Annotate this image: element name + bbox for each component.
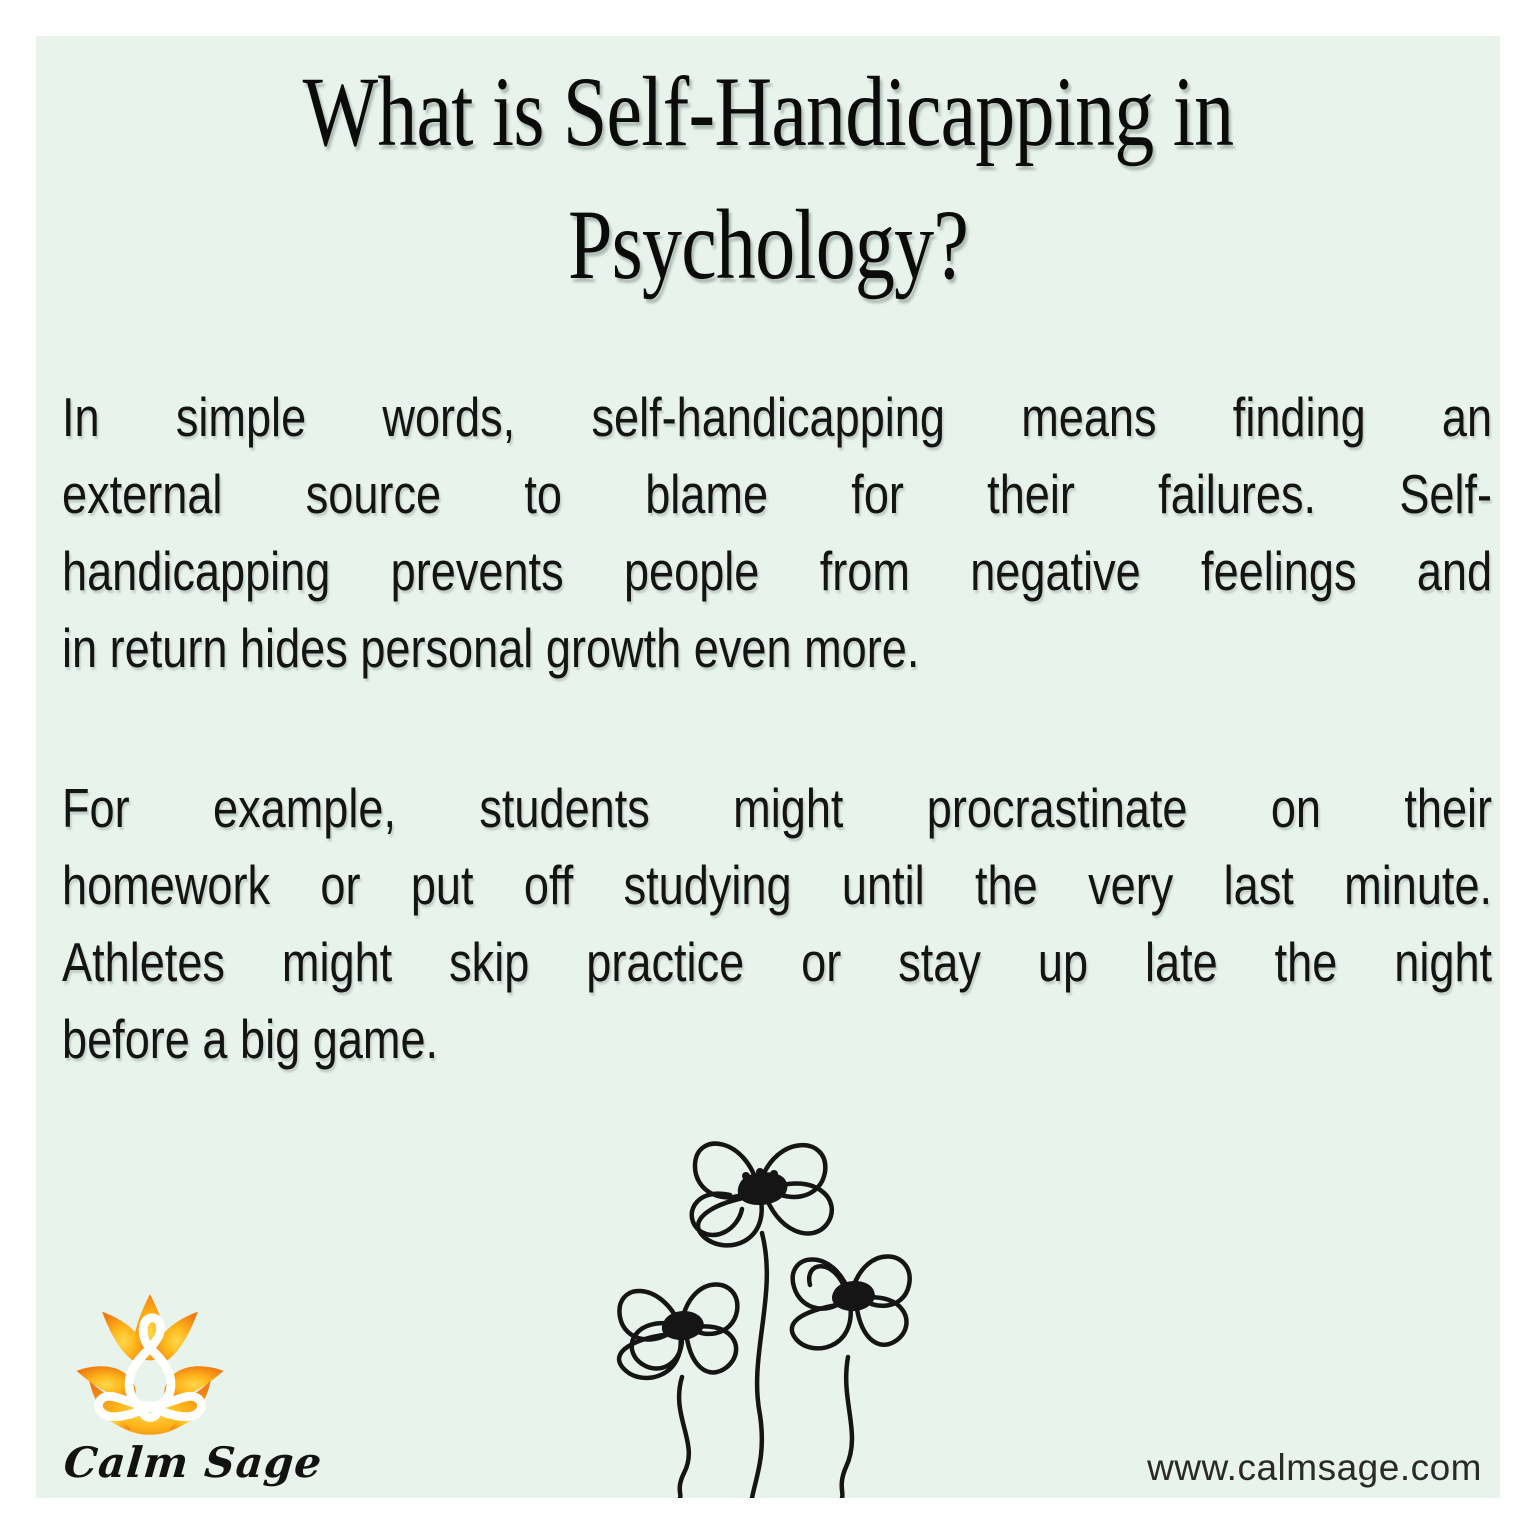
poppy-flowers-illustration	[590, 1125, 950, 1498]
title-line-1: What is Self-Handicapping in	[302, 56, 1234, 167]
paragraph-line: handicapping prevents people from negative feelings and	[62, 540, 1493, 602]
paragraph-example	[62, 770, 1492, 1078]
website-url: www.calmsage.com	[1147, 1447, 1482, 1488]
paragraph-line: Athletes might skip practice or stay up late the night	[62, 931, 1493, 993]
paragraph-line: For example, students might procrastinate on their	[62, 777, 1493, 839]
paragraph-definition	[62, 379, 1492, 687]
paragraph-line: before a big game.	[62, 1008, 439, 1070]
poppy-flowers-icon	[590, 1125, 950, 1498]
lotus-meditation-icon	[70, 1286, 230, 1446]
paragraph-line: homework or put off studying until the very last minute.	[62, 854, 1493, 916]
calm-sage-logo	[70, 1286, 230, 1446]
page-title	[8, 45, 1528, 311]
paragraph-line: In simple words, self-handicapping means finding an	[62, 386, 1493, 448]
paragraph-line: external source to blame for their failures. Self-	[62, 463, 1493, 525]
paragraph-line: in return hides personal growth even more.	[62, 617, 920, 679]
brand-name: Calm Sage	[61, 1438, 325, 1487]
title-line-2: Psychology?	[567, 189, 969, 300]
